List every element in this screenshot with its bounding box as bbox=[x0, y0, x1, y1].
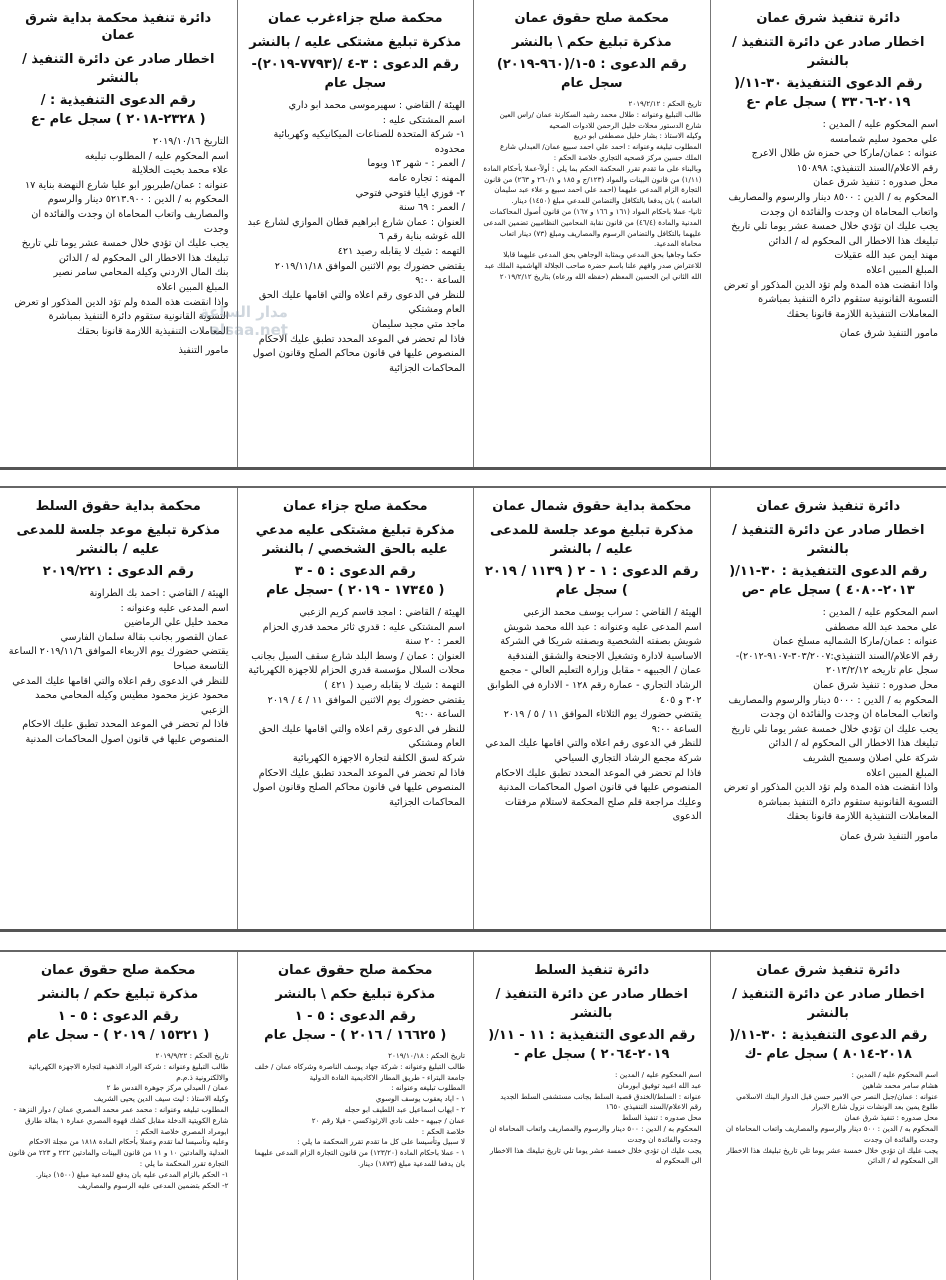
notice-body-line: يجب عليك ان تؤدي خلال خمسة عشر يوما تلي تاريخ تبليغك هذا الاخطار الى المحكوم له / الدائن bbox=[731, 221, 938, 247]
case-number-line-2: ٢٠١٩-٢٠٦٤ ) سجل عام - bbox=[514, 1047, 670, 1062]
notice-body-line: يقتضي حضورك يوم الاثنين الموافق ٢٠١٩/١١/١٨ الساعة ٩:٠٠ bbox=[274, 260, 465, 287]
notice-body-line: تاريخ الحكم : ٢٠١٩/٩/٢٢ bbox=[155, 1051, 229, 1060]
case-number-line-2: ٢٠١٩-٣٣٠٦ ) سجل عام -ع bbox=[746, 95, 911, 110]
notice-subtitle: مذكرة تبليغ موعد جلسة للمدعى عليه / بالنشر bbox=[16, 523, 220, 557]
notice-body bbox=[246, 1051, 466, 1170]
notice-subtitle: مذكرة تبليغ موعد جلسة للمدعى عليه / بالنشر bbox=[490, 523, 694, 557]
legal-notice bbox=[710, 0, 946, 467]
notice-case-number bbox=[8, 91, 229, 129]
notice-body-line: يجب عليك ان تؤدي خلال خمسة عشر يوما تلي تاريخ تبليغك هذا الاخطار الى المحكوم له bbox=[489, 1145, 702, 1166]
notice-case-number bbox=[8, 1007, 229, 1045]
notice-case-number bbox=[719, 562, 939, 600]
notice-body-line: ماجد متي مجيد سليمان bbox=[371, 318, 465, 330]
case-number-line-1: رقم الدعوى : ١ - ٢ ( ١١٣٩ / ٢٠١٩ bbox=[485, 564, 699, 579]
notice-body-line: المبلغ المبين اعلاه bbox=[156, 281, 229, 293]
notice-body-line: علاء محمد بخيت الخلايلة bbox=[131, 165, 229, 177]
notice-body bbox=[8, 1051, 229, 1191]
notice-subtitle: اخطار صادر عن دائرة التنفيذ / بالنشر bbox=[732, 35, 925, 69]
notice-body-line: التهمة : شيك لا يقابله رصيد ( ٤٢١ ) bbox=[324, 679, 465, 691]
notice-body-line: طالب التبليغ وعنوانه : طلال محمد رشيد السكارنة عمان /راس العين شارع الدستور محلات خليل الرحمن للادوات الصحيه bbox=[499, 109, 702, 130]
notice-subtitle: مذكرة تبليغ حكم \ بالنشر bbox=[511, 35, 672, 50]
notice-body-line: رقم الاعلام/السند التنفيذي ١٦٥٠ bbox=[605, 1102, 702, 1112]
case-number-line-1: رقم الدعوى التنفيذية ٣٠-١١/( bbox=[734, 76, 923, 91]
notice-body-line: طالب التبليغ وعنوانه : شركة جهاد يوسف الناصرة وشركاه عمان / خلف جامعة البتراء - طريق المطار الاكاديمية القادة الدولية bbox=[254, 1061, 465, 1082]
notice-body-line: المحكوم به / الدين : ٥٠٠ دينار والرسوم والمصاريف واتعاب المحاماة ان وجدت والفائدة ان وجدت bbox=[489, 1123, 702, 1144]
case-number-line-2: ٢٠١٣-٤٠٨٠ ) سجل عام -ص bbox=[741, 583, 915, 598]
notice-body-line: علي محمود سليم شمامسه bbox=[830, 133, 938, 145]
notice-body-line: المبلغ المبين اعلاه bbox=[866, 767, 938, 779]
notice-body-line: اسم المحكوم عليه / المطلوب تبليغه bbox=[84, 150, 229, 162]
notice-body-line: العمر : ٢٠ سنة bbox=[405, 636, 465, 648]
case-number-line-1: رقم الدعوى : ٥ - ١ bbox=[294, 1009, 416, 1024]
notices-row-2 bbox=[0, 486, 946, 932]
notice-body-line: شركة مجمع الرشاد التجاري السياحي bbox=[554, 752, 702, 764]
notice-body-line: اسم المحكوم عليه / المدين : bbox=[851, 1070, 938, 1079]
notice-court-title: محكمة صلح حقوق عمان bbox=[278, 963, 433, 978]
notice-body-line: اسم المشتكى عليه : bbox=[382, 114, 465, 126]
case-number-line-1: رقم الدعوى التنفيذية : ٣٠-١١/( bbox=[729, 564, 928, 579]
case-number-line-1: رقم الدعوى : ٥ - ١ bbox=[57, 1009, 179, 1024]
notice-body-line: الهيئة / القاضي : احمد بك الطراونة bbox=[89, 588, 229, 599]
case-number-line-2: سجل عام bbox=[324, 76, 387, 91]
notice-body-line: محل صدوره : تنفيذ شرق عمان bbox=[813, 177, 938, 189]
notice-body-line: التهمه : شيك لا يقابله رصيد ٤٢١ bbox=[337, 245, 465, 257]
notice-body-line: تاريخ الحكم : ٢٠١٩/٢/١٢ bbox=[628, 99, 702, 108]
notice-body-line: / العمر : - شهر ١٣ ويوما bbox=[367, 158, 465, 170]
notice-body-line: للنظر في الدعوى رقم اعلاه والتي اقامها عليك المدعي bbox=[485, 738, 702, 750]
notice-body-line: العنوان : عمان شارع ابراهيم قطان الموازي لشارع عبد الله غوشه بناية رقم ٦ bbox=[247, 216, 465, 243]
notice-body-line: ١ - اياد يعقوب يوسف الوسوي bbox=[375, 1094, 465, 1104]
notice-body-line: مهند ايمن عبد الله عقيلات bbox=[834, 250, 938, 262]
notice-body-line: ١- شركة المتحدة للصناعات الميكانيكيه وكهربائية محدوده bbox=[273, 129, 465, 155]
case-number-line-2: سجل عام bbox=[560, 76, 623, 91]
notice-body-line: واذا انقضت هذه المدة ولم تؤد الدين المذكور او تعرض التسوية القانونية ستقوم دائرة التنفيذ بمباشرة المعاملات التنفيذية اللازمة قانونا بحقك bbox=[723, 279, 938, 320]
case-number-line-2: ( ٢٣٢٨-٢٠١٨ ) سجل عام -ع bbox=[30, 112, 206, 127]
notice-body-line: المطلوب تبليغه وعنوانه : محمد عمر محمد المصري عمان / دوار النزهة - شارع الكويتية الدخلة مقابل كشك قهوة المصري عمارة ١ بقالة طارق ابومراد المصري خلاصة الحكم : bbox=[13, 1104, 229, 1136]
notice-body-line: فاذا لم تحضر في الموعد المحدد تطبق عليك الاحكام المنصوص عليها في قانون اصول المحاكمات المدنية bbox=[22, 719, 229, 745]
notice-body-line: المحكوم به / الدين : ٥٢١٣.٩٠٠ دينار والرسوم والمصاريف واتعاب المحاماة ان وجدت والفائدة ان وجدت bbox=[31, 194, 229, 235]
notice-body-line: عنوانه : عمان/ماركا حي حمزه ش طلال الاعرج bbox=[751, 148, 938, 160]
notice-body-line: محل صدوره : تنفيذ شرق عمان bbox=[844, 1113, 938, 1123]
notice-court-title: محكمة صلح جزاء عمان bbox=[282, 499, 428, 514]
notice-body-line: يجب عليك ان تؤدي خلال خمسة عشر يوما تلي تاريخ تبليغك هذا الاخطار الى المحكوم له / الدائن bbox=[731, 723, 938, 750]
notice-body-line: وكيله الاستاذ : بشار خليل مصطفى ابو دريع bbox=[573, 131, 702, 141]
notice-case-number bbox=[246, 55, 466, 93]
notice-body-line: ثانيا- عملا باحكام المواد (١٦١ و ١٦٦ و ١٦٧) من قانون أصول المحاكمات المدنية والمادة (٤٦/٤) من قانون نقابة المحامين النظاميين تضمين المدعى عليهما بالتكافل والتضامن الرسوم والمصاريف ومبلغ (٧٣) دينار اتعاب محاماة المدعية. bbox=[483, 206, 702, 249]
legal-notice bbox=[0, 0, 237, 467]
notice-body-line: هشام سامر محمد شاهين bbox=[862, 1080, 938, 1090]
notice-body-line: للنظر في الدعوى رقم اعلاه والتي اقامها عليك المدعي bbox=[12, 675, 229, 687]
case-number-line-1: رقم الدعوى : ٢٠١٩/٢٢١ bbox=[42, 564, 194, 579]
case-number-line-2: ٢٠١٨-٨٠١٤ ) سجل عام -ك bbox=[744, 1047, 912, 1062]
notice-body-line: اسم المدعى عليه وعنوانه : عبد الله محمد شويش شويش بصفته الشخصية وبصفته شريكا في الشركة الاساسية لادارة وتشغيل الاجنحة والشقق الفندقية bbox=[500, 621, 702, 662]
notice-body-line: اسم المدعى عليه وعنوانه : bbox=[120, 602, 229, 614]
legal-notice bbox=[710, 488, 946, 929]
notice-body-line: المبلغ المبين اعلاه bbox=[866, 264, 938, 276]
notice-court-title: محكمة صلح حقوق عمان bbox=[41, 963, 196, 978]
notice-body-line: حكما وجاهيا بحق المدعي وبمثابة الوجاهي بحق المدعى عليهما قابلا للاعتراض صدر وافهم علنا باسم حضرة صاحب الجلالة الهاشمية الملك عبد الله الثاني ابن الحسين المعظم (حفظه الله ورعاه) بتاريخ ٢٠١٩/٢/١٢ bbox=[484, 250, 702, 281]
notice-case-number bbox=[246, 562, 466, 600]
notice-body-line: فاذا لم تحضر في الموعد المحدد تطبق عليك الاحكام المنصوص عليها في قانون محاكم الصلح وقانون اصول المحاكمات الجزائية bbox=[252, 333, 465, 374]
notice-body-line: يجب عليك ان تؤدي خلال خمسة عشر يوما تلي تاريخ تبليغك هذا الاخطار الى المحكوم له / الدائن bbox=[21, 238, 229, 264]
notice-case-number bbox=[719, 1026, 939, 1064]
notice-footer-signature: مامور التنفيذ شرق عمان bbox=[839, 830, 938, 842]
case-number-line-2: ) سجل عام bbox=[555, 583, 628, 598]
notice-body bbox=[246, 99, 466, 376]
notice-case-number bbox=[719, 74, 939, 112]
notice-body-line: ٢- الحكم بتضمين المدعى عليه الرسوم والمصاريف bbox=[77, 1180, 229, 1190]
notices-row-3 bbox=[0, 950, 946, 1280]
notice-body-line: يقتضي حضورك يوم الاثنين الموافق ١١ / ٤ / ٢٠١٩ الساعة ٩:٠٠ bbox=[267, 694, 465, 721]
notice-body-line: الهيئة / القاضي : سراب يوسف محمد الزعبي bbox=[523, 607, 702, 618]
notice-body-line: المطلوب تبليغه وعنوانه : احمد علي احمد سبيع عمان/ العبدلي شارع الملك حسين مركز قصحيه التجاري خلاصة الحكم : bbox=[499, 142, 702, 162]
notice-body bbox=[246, 606, 466, 810]
notice-body-line: تاريخ الحكم : ٢٠١٩/١٠/١٨ bbox=[388, 1051, 465, 1060]
notice-body-line: فاذا لم تحضر في الموعد المحدد تطبق عليك الاحكام المنصوص عليها في قانون محاكم الصلح وقانون اصول المحاكمات الجزائية bbox=[252, 767, 465, 808]
notice-body-line: وبالبناء على ما تقدم تقرر المحكمة الحكم بما يلي : أولاً-عملا بأحكام المادة (١/١١) من قانون البينات والمواد (١٢٣/ج و ١٨٥ و ٢٦٠/١ و ٢٦٣) من قانون التجارة الزام المدعى عليهما (احمد علي احمد سبيع و علاء عبد سليمان العامنه ) بان يدفعا بالتكافل والتضامن للمدعي مبلغ (١٤٥٠) دينار. bbox=[483, 163, 702, 206]
notice-body-line: العنوان : عمان / وسط البلد شارع سقف السيل بجانب محلات السلال مؤسسة قدري الحزام للاجهزة الكهربائية bbox=[248, 650, 465, 677]
notice-subtitle: مذكرة تبليغ حكم \ بالنشر bbox=[275, 987, 436, 1002]
case-number-line-2: ( ١٦٦٢٥ / ٢٠١٦ ) - سجل عام bbox=[264, 1028, 447, 1043]
notice-body-line: محمود عزيز محمود مطيس وكيله المحامي محمد الزعبي bbox=[35, 690, 229, 716]
notice-body-line: للنظر في الدعوى رقم اعلاه والتي اقامها عليك الحق العام ومشتكي bbox=[258, 289, 465, 316]
notice-body-line: علي محمد عبد الله مصطفى bbox=[825, 621, 938, 633]
notice-subtitle: اخطار صادر عن دائرة التنفيذ / بالنشر bbox=[732, 523, 925, 557]
notice-court-title: محكمة بداية حقوق السلط bbox=[35, 499, 201, 514]
notice-case-number bbox=[246, 1007, 466, 1045]
notice-body-line: عبد الله اعبيد توفيق ابورمان bbox=[617, 1080, 702, 1090]
notice-body-line: لا سبيل وتأسيسا على كل ما تقدم تقرر المحكمة ما يلي : bbox=[297, 1137, 465, 1147]
notice-body-line: رقم الاعلام/السند التنفيذي: ١٥٠٨٩٨ bbox=[796, 162, 938, 174]
notice-body-line: فاذا لم تحضر في الموعد المحدد تطبق عليك الاحكام المنصوص عليها في قانون اصول المحاكمات المدنية bbox=[495, 767, 702, 794]
legal-notice bbox=[710, 952, 946, 1280]
watermark-ar: مدار الساعة bbox=[200, 303, 288, 321]
notice-body-line: محل صدوره : تنفيذ السلط bbox=[621, 1113, 702, 1123]
notice-court-title: دائرة تنفيذ شرق عمان bbox=[756, 11, 901, 26]
notice-body-line: عمان / العبدلي مركز جوهرة القدس ط ٢ bbox=[106, 1083, 229, 1093]
notice-body-line: شركة لسق الكلفة لتجارة الاجهزة الكهربائية bbox=[292, 752, 465, 764]
notice-body-line: اسم المحكوم عليه / المدين : bbox=[822, 119, 938, 130]
notice-court-title: دائرة تنفيذ السلط bbox=[534, 963, 650, 978]
notice-body-line: عمان / الجبيهه - مقابل وزارة التعليم العالي - مجمع الرشاد التجاري - عمارة رقم ١٢٨ - الادارة في الطوابق ٣٠٢ و ٤٠٥ bbox=[487, 665, 702, 706]
notice-subtitle: اخطار صادر عن دائرة التنفيذ / بالنشر bbox=[22, 52, 215, 86]
watermark-en: alsaa.net bbox=[209, 321, 288, 339]
notice-body-line: وعليك مراجعة قلم صلح المحكمة لاستلام مرفقات الدعوى bbox=[505, 796, 702, 823]
notice-case-number bbox=[482, 562, 702, 600]
legal-notice bbox=[473, 488, 710, 929]
case-number-line-1: رقم الدعوى التنفيذية : ٣٠-١١/( bbox=[729, 1028, 928, 1043]
legal-notice bbox=[0, 488, 237, 929]
notice-body-line: يقتضي حضورك يوم الثلاثاء الموافق ١١ / ٥ / ٢٠١٩ الساعة ٩:٠٠ bbox=[503, 709, 702, 735]
notice-body-line: ١ - عملا باحكام المادة (١٢٣/٢٠) من قانون التجارة الزام المدعى عليهما بان يدفعا للمدعية مبلغ (١٨٧٣) دينار. bbox=[254, 1148, 465, 1168]
notice-body-line: يجب عليك ان تؤدي خلال خمسة عشر يوما تلي تاريخ تبليغك هذا الاخطار الى المحكوم له / الدائن bbox=[726, 1145, 938, 1166]
case-number-line-1: رقم الدعوى : ٣-٤ /(٧٧٩٣-٢٠١٩)- bbox=[251, 57, 459, 72]
legal-notice bbox=[473, 952, 710, 1280]
notice-body-line: واذا انقضت هذه المدة ولم تؤد الدين المذكور او تعرض التسوية القانونية ستقوم دائرة التنفيذ بمباشرة المعاملات التنفيذية اللازمة قانونا بحقك bbox=[723, 782, 938, 823]
notice-body-line: محمد خليل علي الرماضين bbox=[123, 617, 229, 629]
notice-body-line: اسم المحكوم عليه / المدين : bbox=[615, 1070, 702, 1079]
case-number-line-1: رقم الدعوى : ٥-١/(٩٦٠-٢٠١٩) bbox=[496, 57, 687, 72]
notice-body-line: عنوانه : عمان/طبربور ابو عليا شارع النهضة بناية ١٧ bbox=[24, 179, 229, 191]
notice-body-line: طالب التبليغ وعنوانه : شركة الوراد الذهبية لتجارة الاجهزة الكهربائية والالكترونية ذ.م.م bbox=[28, 1061, 229, 1082]
legal-notice bbox=[0, 952, 237, 1280]
notice-body-line: واذا انقضت هذه المدة ولم تؤد الدين المذكور او تعرض التسوية القانونية ستقوم دائرة التنفيذ بمباشرة المعاملات التنفيذية اللازمة قانونا بحقك bbox=[14, 296, 229, 337]
notice-body-line: المطلوب تبليغه وعنوانه : bbox=[391, 1083, 465, 1093]
notice-court-title: محكمة صلح حقوق عمان bbox=[514, 11, 669, 26]
notice-footer-signature: مامور التنفيذ bbox=[178, 345, 229, 357]
notice-court-title: محكمة صلح جزاءغرب عمان bbox=[267, 11, 443, 26]
notice-subtitle: مذكرة تبليغ حكم / بالنشر bbox=[38, 987, 199, 1002]
notice-subtitle: اخطار صادر عن دائرة التنفيذ / بالنشر bbox=[495, 987, 688, 1021]
case-number-line-2: ( ١٧٣٤٥ - ٢٠١٩ ) -سجل عام bbox=[266, 583, 445, 598]
notice-body-line: الهيئة / القاضي : سهيرموسى محمد ابو داري bbox=[288, 100, 465, 111]
notice-body-line: بنك المال الاردني وكيله المحامي سامر نصير bbox=[53, 267, 229, 279]
notice-court-title: محكمة بداية حقوق شمال عمان bbox=[492, 499, 692, 514]
notice-body-line: عنوانه : السلط/الخندق قصبة السلط بجانب مستشفى السلط الجديد bbox=[500, 1091, 702, 1101]
notice-body-line: ١- الحكم بالزام المدعى عليه بان يدفع للمدعية مبلغ (١٥٠٠) دينار. bbox=[35, 1169, 229, 1179]
notice-body-line: شركة علي اصلان وسميح الشريف bbox=[802, 752, 938, 764]
legal-notice bbox=[473, 0, 710, 467]
notice-court-title: دائرة تنفيذ شرق عمان bbox=[756, 499, 901, 514]
notice-court-title: دائرة تنفيذ محكمة بداية شرق عمان bbox=[25, 11, 212, 43]
notice-body-line: عنوانه : عمان/جبل النصر حي الامير حسن قبل الدوار البنك الاسلامي طلوع يمين بعد الونشات نزول شارع الابرار bbox=[736, 1091, 938, 1112]
notices-row-1 bbox=[0, 0, 946, 470]
notice-body-line: عنوانه : عمان/ماركا الشماليه مسلخ عمان bbox=[772, 636, 938, 648]
notice-subtitle: مذكرة تبليغ مشتكى عليه / بالنشر bbox=[249, 35, 462, 50]
notice-body-line: يقتضي حضورك يوم الاربعاء الموافق ٢٠١٩/١١/٦ الساعة التاسعة صباحا bbox=[8, 646, 229, 672]
notice-body-line: عمان / جبيهه - خلف نادي الارثوذكسي - فيلا رقم ٢٠ bbox=[311, 1115, 465, 1125]
notice-body bbox=[482, 606, 702, 825]
legal-notice bbox=[237, 488, 474, 929]
notice-body-line: ٢- فوزي ايليا فتوحي فتوحي bbox=[355, 187, 465, 199]
notice-body bbox=[482, 99, 702, 283]
notice-court-title: دائرة تنفيذ شرق عمان bbox=[756, 963, 901, 978]
notice-body-line: اسم المشتكى عليه : قدري ثائر محمد قدري الحزام bbox=[262, 621, 465, 633]
notice-case-number bbox=[482, 1026, 702, 1064]
notice-body-line: المحكوم به / الدين : ٥٠٠ دينار والرسوم والمصاريف واتعاب المحاماة ان وجدت والفائدة ان وجدت bbox=[725, 1123, 938, 1144]
case-number-line-2: ( ١٥٣٢١ / ٢٠١٩ ) - سجل عام bbox=[27, 1028, 210, 1043]
notice-body-line: ٢ - ايهاب اسماعيل عبد اللطيف ابو حجله bbox=[344, 1104, 465, 1114]
legal-notice bbox=[237, 0, 474, 467]
notice-footer-signature: مامور التنفيذ شرق عمان bbox=[839, 328, 938, 340]
case-number-line-1: رقم الدعوى : ٥ - ٣ bbox=[294, 564, 416, 579]
notice-subtitle: اخطار صادر عن دائرة التنفيذ / بالنشر bbox=[732, 987, 925, 1021]
notice-body-line: وعليه وتأسيسا لما تقدم وعملا بأحكام المادة ١٨١٨ من مجلة الاحكام العدلية والمادتين ١٠ و ١١ من قانون البينات والمادتين ٢٢٢ و ٢٢٣ من قانون التجارة تقرر المحكمة ما يلي : bbox=[8, 1137, 229, 1168]
notice-body-line: / العمر : ٦٩ سنة bbox=[398, 202, 465, 214]
notice-body-line: المحكوم به / الدين : ٨٥٠٠ دينار والرسوم والمصاريف واتعاب المحاماة ان وجدت والفائدة ان وجدت bbox=[728, 191, 938, 218]
notice-body-line: خلاصة الحكم : bbox=[421, 1126, 465, 1136]
notice-body-line: رقم الاعلام/السند التنفيذي:٣٠٣/٢٠٠٧-٩١٠٧-٢٠١٢)-سجل عام تاريخه ٢٠١٣/٢/١٢ bbox=[735, 650, 938, 677]
notice-body-line: للنظر في الدعوى رقم اعلاه والتي اقامها عليك الحق العام ومشتكي bbox=[258, 723, 465, 750]
notice-body bbox=[719, 118, 939, 322]
case-number-line-1: رقم الدعوى التنفيذية : ١١ - ١١/( bbox=[488, 1028, 696, 1043]
notice-body bbox=[719, 1070, 939, 1167]
notice-body-line: اسم المحكوم عليه / المدين : bbox=[822, 607, 938, 618]
notice-body-line: التاريخ ٢٠١٩/١٠/١٦ bbox=[152, 136, 229, 147]
notice-body bbox=[8, 587, 229, 748]
notice-case-number bbox=[482, 55, 702, 93]
notice-body bbox=[482, 1070, 702, 1167]
notice-subtitle: مذكرة تبليغ مشتكى عليه مدعي عليه بالحق الشخصي / بالنشر bbox=[255, 523, 455, 557]
notice-body bbox=[719, 606, 939, 825]
notice-body-line: عمان القصور بجانب بقالة سلمان الفارسي bbox=[60, 631, 229, 643]
legal-notice bbox=[237, 952, 474, 1280]
notice-body-line: الهيئة / القاضي : امجد قاسم كريم الزعبي bbox=[299, 607, 465, 618]
notice-body-line: محل صدوره : تنفيذ شرق عمان bbox=[813, 679, 938, 691]
notice-body-line: المهنه : تجاره عامه bbox=[388, 172, 465, 184]
notice-body bbox=[8, 135, 229, 339]
notice-body-line: وكيله الاستاذ : ليث سيف الدين يحيى الشريف bbox=[93, 1094, 229, 1104]
notice-case-number bbox=[8, 562, 229, 581]
notice-body-line: المحكوم به / الدين : ٥٠٠٠ دينار والرسوم والمصاريف واتعاب المحاماة ان وجدت والفائدة ان وجدت bbox=[728, 694, 938, 721]
case-number-line-1: رقم الدعوى التنفيذية : / bbox=[40, 93, 196, 108]
